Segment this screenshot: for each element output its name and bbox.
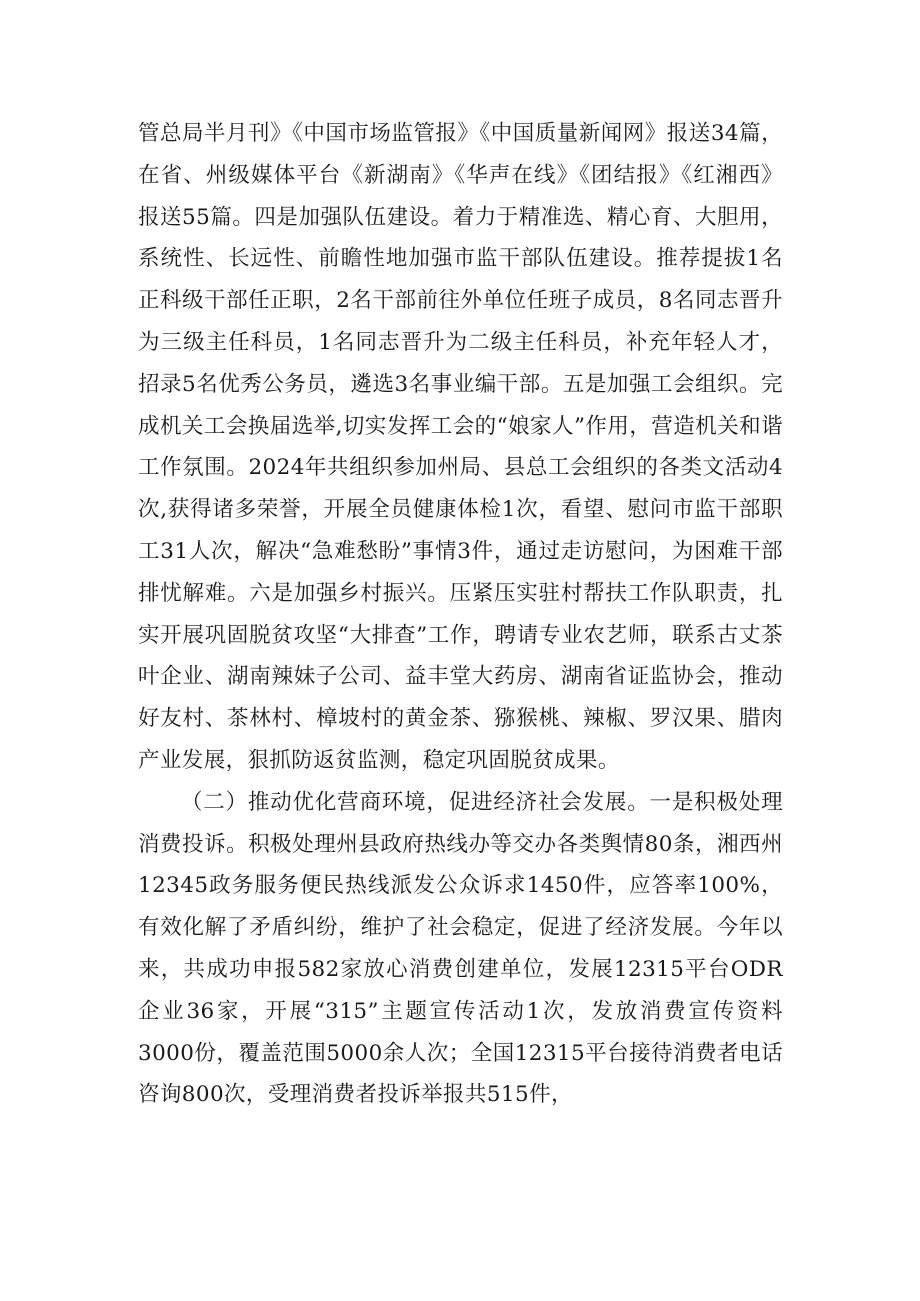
document-body (138, 113, 783, 1116)
paragraph-business-environment: （二）推动优化营商环境，促进经济社会发展。一是积极处理消费投诉。积极处理州县政府热线办等交办各类舆情80条，湘西州12345政务服务便民热线派发公众诉求1450件，应答率100%，有效化解了矛盾纠纷，维护了社会稳定，促进了经济发展。今年以来，共成功申报582家放心消费创建单位，发展12315平台ODR企业36家，开展“315”主题宣传活动1次，发放消费宣传资料3000份，覆盖范围5000余人次；全国12315平台接待消费者电话咨询800次，受理消费者投诉举报共515件， (138, 789, 783, 1108)
paragraph-team-building: 管总局半月刊》《中国市场监管报》《中国质量新闻网》报送34篇，在省、州级媒体平台《新湖南》《华声在线》《团结报》《红湘西》报送55篇。四是加强队伍建设。着力于精准选、精心育、大胆用，系统性、长远性、前瞻性地加强市监干部队伍建设。推荐提拔1名正科级干部任正职，2名干部前往外单位任班子成员，8名同志晋升为三级主任科员，1名同志晋升为二级主任科员，补充年轻人才，招录5名优秀公务员，遴选3名事业编干部。五是加强工会组织。完成机关工会换届选举,切实发挥工会的“娘家人”作用，营造机关和谐工作氛围。2024年共组织参加州局、县总工会组织的各类文活动4次,获得诸多荣誉，开展全员健康体检1次，看望、慰问市监干部职工31人次，解决“急难愁盼”事情3件，通过走访慰问，为困难干部排忧解难。六是加强乡村振兴。压紧压实驻村帮扶工作队职责，扎实开展巩固脱贫攻坚“大排查”工作，聘请专业农艺师，联系古丈茶叶企业、湖南辣妹子公司、益丰堂大药房、湖南省证监协会，推动好友村、茶林村、樟坡村的黄金茶、猕猴桃、辣椒、罗汉果、腊肉产业发展，狠抓防返贫监测，稳定巩固脱贫成果。 (138, 121, 783, 773)
